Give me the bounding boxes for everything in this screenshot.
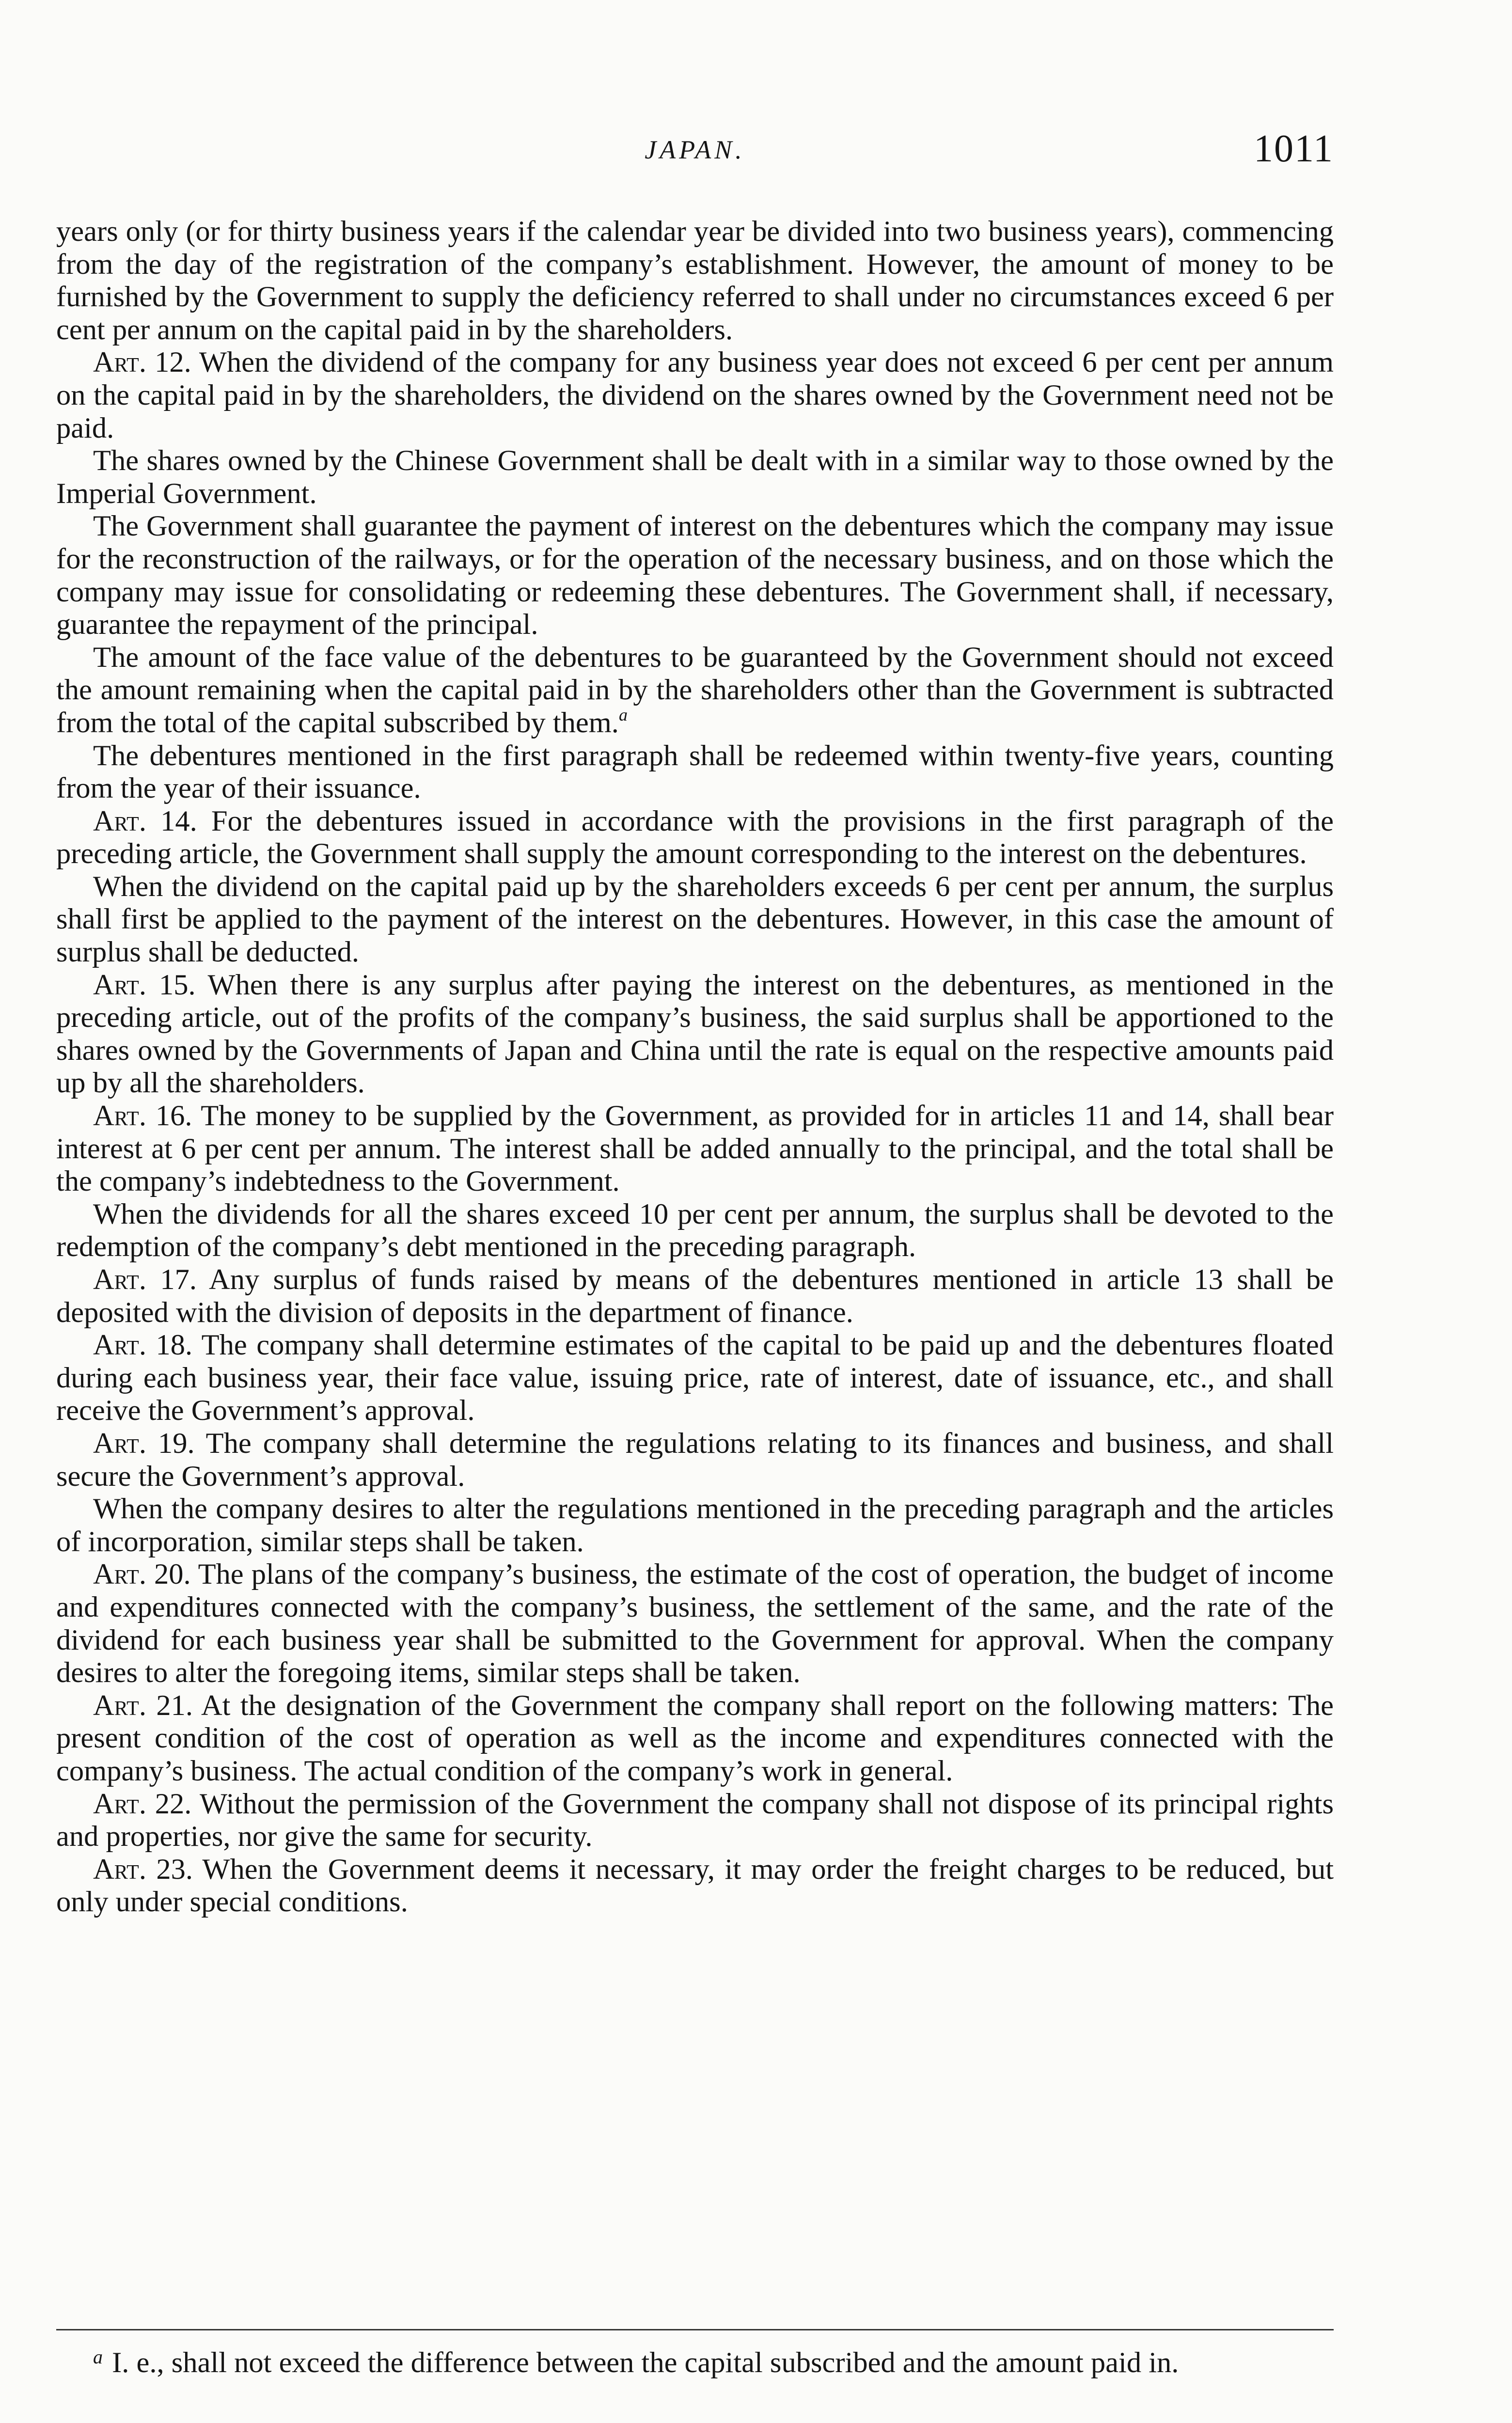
- paragraph-text: The company shall determine estimates of the capital to be paid up and the debentures floated during each business year, their face value, issuing price, rate of interest, date of issuance, etc., and shall receive the Government’s approval.: [56, 1329, 1334, 1427]
- paragraph: [56, 1493, 1334, 1558]
- paragraph-text: Any surplus of funds raised by means of the debentures mentioned in article 13 shall be deposited with the division of deposits in the department of finance.: [56, 1263, 1334, 1329]
- page-header: [56, 127, 1334, 175]
- article-label: Art. 22.: [93, 1787, 192, 1820]
- paragraph-text: The company shall determine the regulations relating to its finances and business, and shall secure the Government’s approval.: [56, 1427, 1334, 1493]
- paragraph: [56, 444, 1334, 510]
- article-paragraph: [56, 969, 1334, 1100]
- article-label: Art. 12.: [93, 346, 191, 379]
- paragraph-text: The amount of the face value of the debentures to be guaranteed by the Government should not exceed the amount remaining when the capital paid in by the shareholders other than the Government is subtracted from the total of the capital subscribed by them.: [56, 641, 1334, 739]
- page-number: 1011: [1253, 127, 1334, 170]
- article-paragraph: [56, 1788, 1334, 1853]
- paragraph: [56, 510, 1334, 641]
- article-paragraph: [56, 1427, 1334, 1493]
- paragraph: [56, 870, 1334, 969]
- article-label: Art. 19.: [93, 1427, 195, 1460]
- footnote: [56, 2341, 1334, 2379]
- paragraph-text: For the debentures issued in accordance with the provisions in the first paragraph of the preceding article, the Government shall supply the amount corresponding to the interest on the debentures.: [56, 804, 1334, 870]
- body-text: [56, 215, 1334, 1919]
- article-paragraph: [56, 1100, 1334, 1198]
- paragraph-text: The shares owned by the Chinese Government shall be dealt with in a similar way to those owned by the Imperial Government.: [56, 444, 1334, 510]
- paragraph-text: The debentures mentioned in the first paragraph shall be redeemed within twenty-five years, counting from the year of their issuance.: [56, 739, 1334, 805]
- article-paragraph: [56, 1558, 1334, 1689]
- footnote-rule: [56, 2329, 1334, 2330]
- article-paragraph: [56, 1263, 1334, 1329]
- footnote-reference: a: [618, 705, 628, 724]
- article-paragraph: [56, 1689, 1334, 1788]
- paragraph-text: When the dividend on the capital paid up by the shareholders exceeds 6 per cent per annum, the surplus shall first be applied to the payment of the interest on the debentures. However, in this case the amount of surplus shall be deducted.: [56, 870, 1334, 969]
- article-label: Art. 15.: [93, 968, 196, 1001]
- paragraph-text: At the designation of the Government the company shall report on the following matters: The present condition of the cost of operation as well as the income and expenditures connected with the company’s business. The actual condition of the company’s work in general.: [56, 1689, 1334, 1787]
- paragraph: [56, 641, 1334, 739]
- article-paragraph: [56, 1329, 1334, 1427]
- article-label: Art. 23.: [93, 1853, 193, 1886]
- paragraph: [56, 215, 1334, 346]
- article-label: Art. 17.: [93, 1263, 197, 1296]
- paragraph-text: years only (or for thirty business years if the calendar year be divided into two business years), commencing from the day of the registration of the company’s establishment. However, the amount of money to be furnished by the Government to supply the deficiency referred to shall under no circumstances exceed 6 per cent per annum on the capital paid in by the shareholders.: [56, 215, 1334, 346]
- paragraph-text: The Government shall guarantee the payment of interest on the debentures which the company may issue for the reconstruction of the railways, or for the operation of the necessary business, and on those which the company may issue for consolidating or redeeming these debentures. The Government shall, if necessary, guarantee the repayment of the principal.: [56, 510, 1334, 641]
- paragraph-text: Without the permission of the Government the company shall not dispose of its principal rights and properties, nor give the same for security.: [56, 1787, 1334, 1853]
- footnote-text: I. e., shall not exceed the difference between the capital subscribed and the amount paid in.: [105, 2346, 1179, 2379]
- paragraph-text: The money to be supplied by the Government, as provided for in articles 11 and 14, shall bear interest at 6 per cent per annum. The interest shall be added annually to the principal, and the total shall be the company’s indebtedness to the Government.: [56, 1100, 1334, 1198]
- article-paragraph: [56, 805, 1334, 870]
- article-label: Art. 16.: [93, 1100, 192, 1133]
- article-paragraph: [56, 346, 1334, 444]
- article-label: Art. 21.: [93, 1689, 193, 1722]
- running-head: JAPAN.: [645, 135, 745, 164]
- paragraph-text: The plans of the company’s business, the estimate of the cost of operation, the budget of income and expenditures connected with the company’s business, the settlement of the same, and the rate of the dividend for each business year shall be submitted to the Government for approval. When the company desires to alter the foregoing items, similar steps shall be taken.: [56, 1558, 1334, 1689]
- paragraph-text: When the Government deems it necessary, it may order the freight charges to be reduced, but only under special conditions.: [56, 1853, 1334, 1919]
- footnote-mark: a: [93, 2346, 103, 2368]
- paragraph-text: When there is any surplus after paying the interest on the debentures, as mentioned in the preceding article, out of the profits of the company’s business, the said surplus shall be apportioned to the shares owned by the Governments of Japan and China until the rate is equal on the respective amounts paid up by all the shareholders.: [56, 968, 1334, 1100]
- article-label: Art. 18.: [93, 1329, 193, 1362]
- article-paragraph: [56, 1853, 1334, 1919]
- paragraph-text: When the dividend of the company for any business year does not exceed 6 per cent per annum on the capital paid in by the shareholders, the dividend on the shares owned by the Government need not be paid.: [56, 346, 1334, 444]
- paragraph-text: When the dividends for all the shares exceed 10 per cent per annum, the surplus shall be devoted to the redemption of the company’s debt mentioned in the preceding paragraph.: [56, 1197, 1334, 1263]
- paragraph: [56, 739, 1334, 805]
- paragraph: [56, 1198, 1334, 1263]
- paragraph-text: When the company desires to alter the regulations mentioned in the preceding paragraph and the articles of incorporation, similar steps shall be taken.: [56, 1493, 1334, 1558]
- article-label: Art. 14.: [93, 804, 197, 837]
- article-label: Art. 20.: [93, 1558, 191, 1591]
